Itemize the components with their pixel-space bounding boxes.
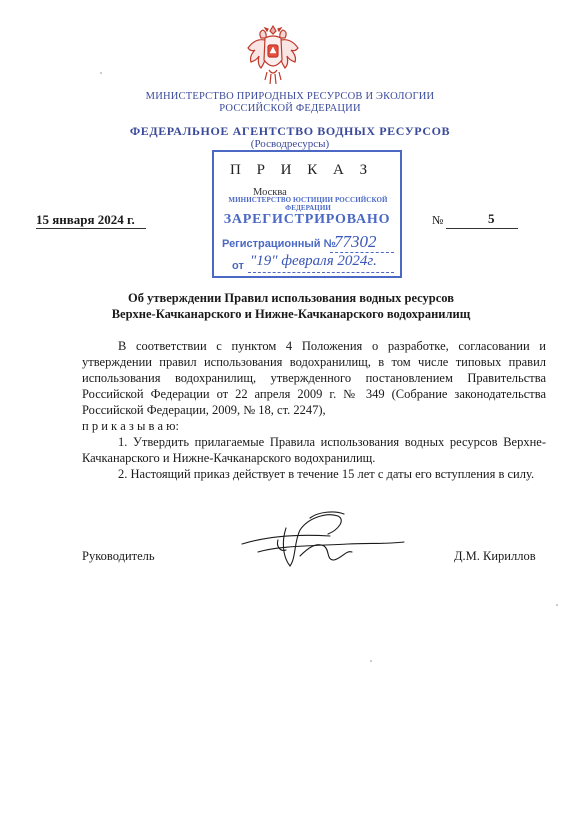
- date-underline: [36, 228, 146, 229]
- signer-role: Руководитель: [82, 549, 155, 563]
- stamp-date-underline: [248, 272, 394, 273]
- ministry-line-2: РОССИЙСКОЙ ФЕДЕРАЦИИ: [219, 103, 361, 114]
- document-body: [82, 338, 546, 482]
- city: Москва: [253, 187, 287, 198]
- handwritten-signature: [238, 506, 408, 578]
- scan-speck: [370, 660, 372, 662]
- registration-stamp: [212, 150, 402, 278]
- number-underline: [446, 228, 518, 229]
- document-type: П Р И К А З: [230, 162, 374, 178]
- stamp-reg-number: 77302: [334, 232, 377, 251]
- signer-name: Д.М. Кириллов: [454, 549, 536, 563]
- stamp-status: ЗАРЕГИСТРИРОВАНО: [223, 212, 391, 227]
- russian-coat-of-arms-icon: [245, 22, 301, 88]
- title-line-2: Верхне-Качканарского и Нижне-Качканарского водохранилищ: [111, 307, 471, 321]
- document-title: [60, 290, 522, 322]
- number-sign: №: [432, 213, 444, 227]
- stamp-reg-label: Регистрационный №: [222, 238, 336, 250]
- stamp-reg-date: "19" февраля 2024г.: [250, 253, 377, 269]
- stamp-from-label: от: [232, 260, 244, 272]
- agency-short-name: (Росводресурсы): [250, 138, 330, 150]
- preamble: В соответствии с пунктом 4 Положения о разработке, согласовании и утверждении правил использования водохранилищ, в том числе типовых правил использования водохранилищ, утвержденного постановлением Правительства Российской Федерации от 22 апреля 2009 г. № 349 (Собрание законодательства Российской Федерации, 2009, № 18, ст. 2247),: [82, 339, 546, 417]
- document-date: 15 января 2024 г.: [36, 212, 135, 227]
- stamp-ministry: МИНИСТЕРСТВО ЮСТИЦИИ РОССИЙСКОЙ ФЕДЕРАЦИИ: [228, 196, 388, 212]
- scan-speck: [100, 72, 102, 74]
- scan-speck: [556, 604, 558, 606]
- ministry-line-1: МИНИСТЕРСТВО ПРИРОДНЫХ РЕСУРСОВ И ЭКОЛОГИИ: [145, 91, 435, 102]
- order-item-1: 1. Утвердить прилагаемые Правила использования водных ресурсов Верхне-Качканарского и Нижне-Качканарского водохранилищ.: [82, 435, 546, 465]
- ministry-name: [60, 91, 520, 115]
- order-item-2: 2. Настоящий приказ действует в течение 15 лет с даты его вступления в силу.: [118, 467, 535, 481]
- agency-name: ФЕДЕРАЛЬНОЕ АГЕНТСТВО ВОДНЫХ РЕСУРСОВ: [129, 124, 451, 138]
- order-word: п р и к а з ы в а ю:: [82, 419, 179, 433]
- title-line-1: Об утверждении Правил использования водных ресурсов: [128, 291, 454, 305]
- document-number: 5: [488, 211, 495, 226]
